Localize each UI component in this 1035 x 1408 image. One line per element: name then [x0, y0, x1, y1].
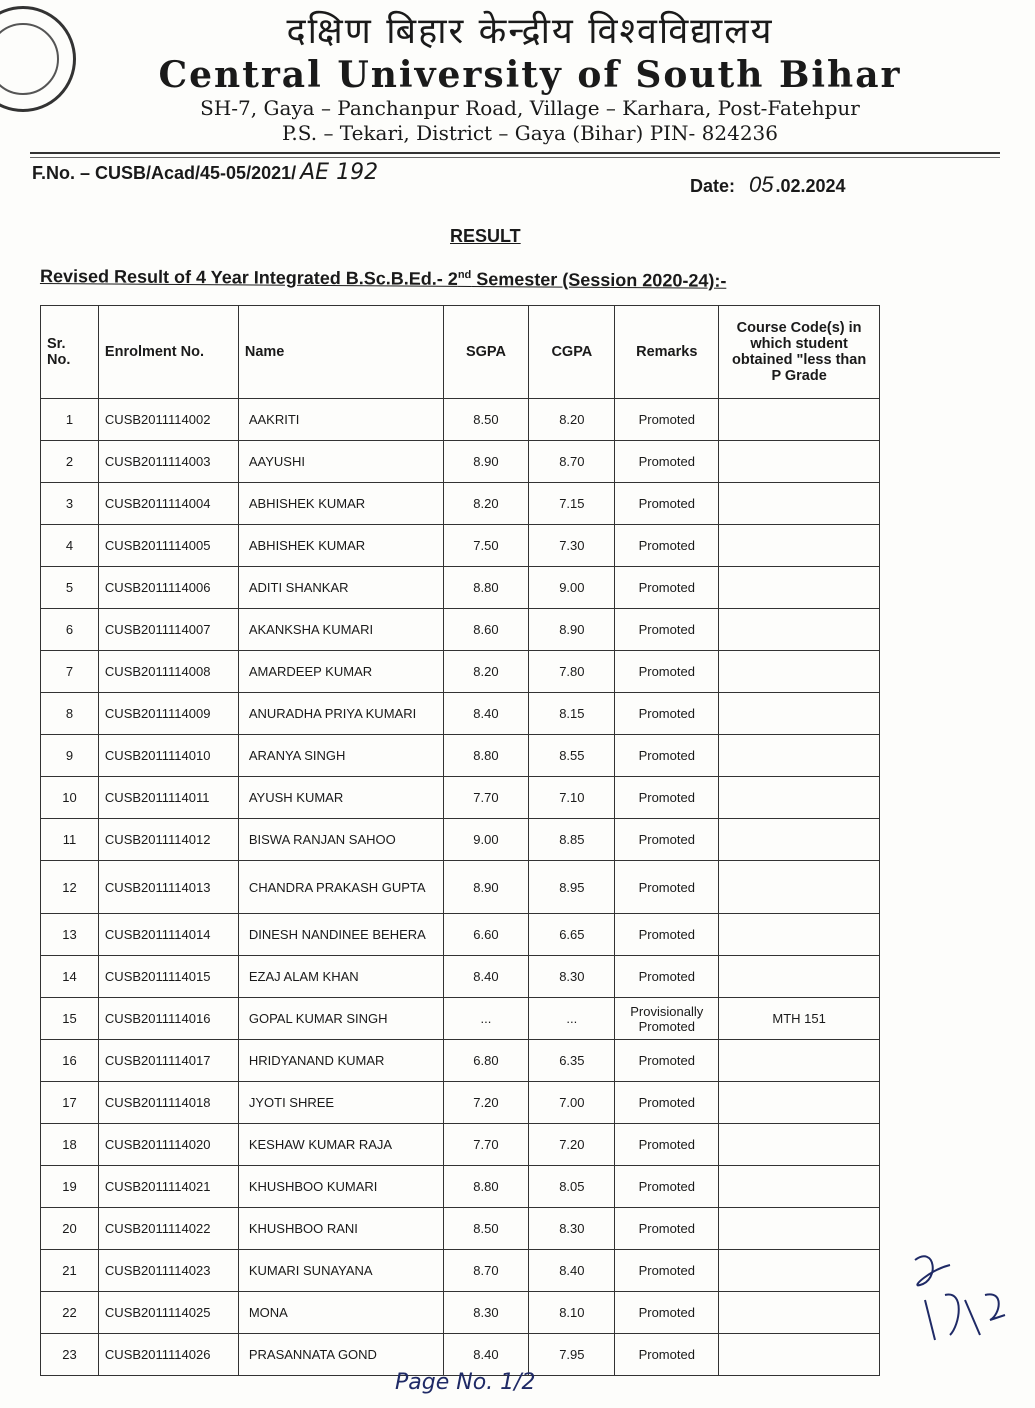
row-remarks: Promoted: [615, 956, 719, 998]
row-course-code: [719, 1040, 880, 1082]
row-cgpa: 7.15: [529, 483, 615, 525]
row-sr-no: 3: [41, 483, 99, 525]
address-line-1: SH-7, Gaya – Panchanpur Road, Village – Karhara, Post-Fatehpur: [200, 96, 860, 120]
row-course-code: [719, 914, 880, 956]
row-cgpa: 9.00: [529, 567, 615, 609]
row-remarks: Promoted: [615, 1292, 719, 1334]
row-cgpa: 8.10: [529, 1292, 615, 1334]
row-remarks: Promoted: [615, 399, 719, 441]
row-enrolment: CUSB2011114013: [98, 861, 238, 914]
row-sr-no: 14: [41, 956, 99, 998]
table-row: [41, 441, 880, 483]
row-sr-no: 13: [41, 914, 99, 956]
row-course-code: [719, 609, 880, 651]
row-cgpa: 7.95: [529, 1334, 615, 1376]
row-enrolment: CUSB2011114011: [98, 777, 238, 819]
issue-date: [690, 172, 846, 198]
row-enrolment: CUSB2011114004: [98, 483, 238, 525]
row-remarks: Promoted: [615, 651, 719, 693]
row-course-code: [719, 819, 880, 861]
row-cgpa: ...: [529, 998, 615, 1040]
row-remarks: Promoted: [615, 483, 719, 525]
row-cgpa: 7.20: [529, 1124, 615, 1166]
row-sr-no: 18: [41, 1124, 99, 1166]
row-sgpa: 8.40: [443, 956, 529, 998]
row-name: JYOTI SHREE: [238, 1082, 443, 1124]
row-cgpa: 8.40: [529, 1250, 615, 1292]
file-number-prefix: F.No. – CUSB/Acad/45-05/2021/: [32, 163, 297, 183]
row-sr-no: 4: [41, 525, 99, 567]
row-enrolment: CUSB2011114006: [98, 567, 238, 609]
row-sr-no: 22: [41, 1292, 99, 1334]
date-printed: .02.2024: [775, 176, 846, 196]
row-name: AMARDEEP KUMAR: [238, 651, 443, 693]
row-remarks: Promoted: [615, 1250, 719, 1292]
subtitle-pre: Revised Result of 4 Year Integrated B.Sc.B.Ed.- 2: [39, 266, 458, 289]
header-cgpa: CGPA: [529, 306, 615, 399]
row-name: HRIDYANAND KUMAR: [238, 1040, 443, 1082]
row-sgpa: 9.00: [443, 819, 529, 861]
subtitle-post: Semester (Session 2020-24):-: [471, 269, 727, 291]
row-cgpa: 8.30: [529, 956, 615, 998]
row-cgpa: 8.95: [529, 861, 615, 914]
row-name: AAYUSHI: [238, 441, 443, 483]
row-cgpa: 7.00: [529, 1082, 615, 1124]
table-row: [41, 1250, 880, 1292]
date-label: Date:: [690, 176, 736, 196]
row-remarks: Promoted: [615, 609, 719, 651]
row-name: PRASANNATA GOND: [238, 1334, 443, 1376]
row-course-code: [719, 1124, 880, 1166]
row-course-code: [719, 483, 880, 525]
row-name: GOPAL KUMAR SINGH: [238, 998, 443, 1040]
header-name: Name: [238, 306, 443, 399]
row-sgpa: 8.20: [443, 651, 529, 693]
row-enrolment: CUSB2011114008: [98, 651, 238, 693]
row-cgpa: 8.55: [529, 735, 615, 777]
row-remarks: Promoted: [615, 819, 719, 861]
row-remarks: Promoted: [615, 1334, 719, 1376]
row-remarks: Promoted: [615, 567, 719, 609]
row-enrolment: CUSB2011114010: [98, 735, 238, 777]
row-remarks: Promoted: [615, 1040, 719, 1082]
date-handwritten-day: 05: [749, 172, 774, 197]
row-course-code: [719, 956, 880, 998]
row-sgpa: 8.80: [443, 567, 529, 609]
result-title: RESULT: [450, 226, 521, 246]
result-table: [40, 305, 880, 1376]
table-row: [41, 1166, 880, 1208]
result-rows: [41, 399, 880, 1376]
row-enrolment: CUSB2011114018: [98, 1082, 238, 1124]
row-remarks: Promoted: [615, 914, 719, 956]
row-sr-no: 12: [41, 861, 99, 914]
row-sr-no: 8: [41, 693, 99, 735]
row-remarks: Promoted: [615, 441, 719, 483]
row-sgpa: 8.30: [443, 1292, 529, 1334]
row-enrolment: CUSB2011114002: [98, 399, 238, 441]
page-number-note: Page No. 1/2: [395, 1370, 536, 1395]
row-course-code: [719, 1292, 880, 1334]
header-sgpa: SGPA: [443, 306, 529, 399]
row-name: KHUSHBOO KUMARI: [238, 1166, 443, 1208]
row-name: DINESH NANDINEE BEHERA: [238, 914, 443, 956]
row-remarks: Promoted: [615, 1208, 719, 1250]
row-enrolment: CUSB2011114025: [98, 1292, 238, 1334]
row-remarks: Promoted: [615, 1082, 719, 1124]
row-enrolment: CUSB2011114014: [98, 914, 238, 956]
row-sr-no: 9: [41, 735, 99, 777]
row-sr-no: 15: [41, 998, 99, 1040]
row-name: AAKRITI: [238, 399, 443, 441]
row-enrolment: CUSB2011114017: [98, 1040, 238, 1082]
table-row: [41, 399, 880, 441]
table-row: [41, 525, 880, 567]
row-cgpa: 8.70: [529, 441, 615, 483]
row-sgpa: 8.90: [443, 861, 529, 914]
row-course-code: [719, 693, 880, 735]
row-cgpa: 6.65: [529, 914, 615, 956]
header-enrolment: Enrolment No.: [98, 306, 238, 399]
row-sgpa: 8.40: [443, 1334, 529, 1376]
signature-icon: [905, 1240, 1015, 1350]
file-number: [32, 160, 378, 185]
row-sr-no: 10: [41, 777, 99, 819]
row-sgpa: 8.80: [443, 1166, 529, 1208]
row-name: CHANDRA PRAKASH GUPTA: [238, 861, 443, 914]
row-name: ABHISHEK KUMAR: [238, 483, 443, 525]
row-sr-no: 16: [41, 1040, 99, 1082]
row-sgpa: ...: [443, 998, 529, 1040]
table-row: [41, 956, 880, 998]
row-sgpa: 8.20: [443, 483, 529, 525]
row-course-code: [719, 1334, 880, 1376]
table-row: [41, 693, 880, 735]
row-cgpa: 8.15: [529, 693, 615, 735]
row-remarks: Promoted: [615, 777, 719, 819]
row-sgpa: 8.40: [443, 693, 529, 735]
row-course-code: [719, 1082, 880, 1124]
row-name: AYUSH KUMAR: [238, 777, 443, 819]
row-course-code: [719, 1208, 880, 1250]
table-row: [41, 1082, 880, 1124]
row-enrolment: CUSB2011114021: [98, 1166, 238, 1208]
header-rule: [30, 152, 1000, 154]
table-row: [41, 1124, 880, 1166]
row-enrolment: CUSB2011114003: [98, 441, 238, 483]
row-sgpa: 8.70: [443, 1250, 529, 1292]
row-name: ADITI SHANKAR: [238, 567, 443, 609]
row-sr-no: 11: [41, 819, 99, 861]
row-course-code: MTH 151: [719, 998, 880, 1040]
subtitle-sup: nd: [457, 268, 472, 282]
table-row: [41, 998, 880, 1040]
row-name: KESHAW KUMAR RAJA: [238, 1124, 443, 1166]
row-cgpa: 8.90: [529, 609, 615, 651]
row-remarks: Promoted: [615, 735, 719, 777]
row-enrolment: CUSB2011114007: [98, 609, 238, 651]
row-name: ARANYA SINGH: [238, 735, 443, 777]
university-seal-icon: [0, 6, 76, 112]
row-course-code: [719, 777, 880, 819]
table-row: [41, 914, 880, 956]
row-enrolment: CUSB2011114020: [98, 1124, 238, 1166]
row-cgpa: 8.30: [529, 1208, 615, 1250]
letterhead: [110, 10, 950, 146]
row-name: KUMARI SUNAYANA: [238, 1250, 443, 1292]
row-name: MONA: [238, 1292, 443, 1334]
row-cgpa: 8.20: [529, 399, 615, 441]
row-sgpa: 8.60: [443, 609, 529, 651]
header-course-codes: Course Code(s) in which student obtained "less than P Grade: [719, 306, 880, 399]
row-sr-no: 17: [41, 1082, 99, 1124]
row-name: ABHISHEK KUMAR: [238, 525, 443, 567]
row-enrolment: CUSB2011114012: [98, 819, 238, 861]
row-sgpa: 8.80: [443, 735, 529, 777]
table-row: [41, 1208, 880, 1250]
header-remarks: Remarks: [615, 306, 719, 399]
result-subtitle: [40, 266, 727, 292]
header-rule-thin: [30, 157, 1000, 158]
row-sgpa: 6.80: [443, 1040, 529, 1082]
row-enrolment: CUSB2011114022: [98, 1208, 238, 1250]
table-row: [41, 567, 880, 609]
row-sr-no: 5: [41, 567, 99, 609]
row-sr-no: 7: [41, 651, 99, 693]
row-name: ANURADHA PRIYA KUMARI: [238, 693, 443, 735]
table-row: [41, 777, 880, 819]
row-sgpa: 7.70: [443, 777, 529, 819]
row-name: KHUSHBOO RANI: [238, 1208, 443, 1250]
table-row: [41, 483, 880, 525]
row-course-code: [719, 1250, 880, 1292]
row-enrolment: CUSB2011114026: [98, 1334, 238, 1376]
row-cgpa: 6.35: [529, 1040, 615, 1082]
row-cgpa: 7.30: [529, 525, 615, 567]
row-course-code: [719, 399, 880, 441]
table-row: [41, 609, 880, 651]
hindi-title: दक्षिण बिहार केन्द्रीय विश्वविद्यालय: [286, 11, 774, 52]
row-enrolment: CUSB2011114016: [98, 998, 238, 1040]
row-remarks: Promoted: [615, 861, 719, 914]
row-course-code: [719, 651, 880, 693]
table-row: [41, 651, 880, 693]
row-course-code: [719, 567, 880, 609]
table-row: [41, 735, 880, 777]
row-cgpa: 8.05: [529, 1166, 615, 1208]
row-sgpa: 6.60: [443, 914, 529, 956]
row-course-code: [719, 861, 880, 914]
row-sr-no: 1: [41, 399, 99, 441]
row-remarks: Promoted: [615, 693, 719, 735]
university-name: Central University of South Bihar: [158, 54, 902, 96]
row-cgpa: 7.10: [529, 777, 615, 819]
header-sr-no: Sr. No.: [41, 306, 99, 399]
row-sr-no: 21: [41, 1250, 99, 1292]
table-row: [41, 1292, 880, 1334]
table-row: [41, 1040, 880, 1082]
table-row: [41, 861, 880, 914]
row-name: AKANKSHA KUMARI: [238, 609, 443, 651]
row-name: EZAJ ALAM KHAN: [238, 956, 443, 998]
row-remarks: Provisionally Promoted: [615, 998, 719, 1040]
table-header-row: [41, 306, 880, 399]
row-enrolment: CUSB2011114015: [98, 956, 238, 998]
row-sgpa: 7.20: [443, 1082, 529, 1124]
table-row: [41, 819, 880, 861]
row-enrolment: CUSB2011114023: [98, 1250, 238, 1292]
row-sgpa: 8.50: [443, 399, 529, 441]
row-sgpa: 8.90: [443, 441, 529, 483]
row-sr-no: 23: [41, 1334, 99, 1376]
row-sgpa: 7.50: [443, 525, 529, 567]
row-sgpa: 8.50: [443, 1208, 529, 1250]
row-remarks: Promoted: [615, 1166, 719, 1208]
row-enrolment: CUSB2011114009: [98, 693, 238, 735]
row-sr-no: 19: [41, 1166, 99, 1208]
row-course-code: [719, 525, 880, 567]
row-sgpa: 7.70: [443, 1124, 529, 1166]
row-course-code: [719, 441, 880, 483]
row-cgpa: 7.80: [529, 651, 615, 693]
row-course-code: [719, 1166, 880, 1208]
row-name: BISWA RANJAN SAHOO: [238, 819, 443, 861]
file-number-handwritten: AE 192: [300, 160, 379, 185]
row-cgpa: 8.85: [529, 819, 615, 861]
address-line-2: P.S. – Tekari, District – Gaya (Bihar) PIN- 824236: [281, 121, 779, 145]
row-sr-no: 20: [41, 1208, 99, 1250]
row-course-code: [719, 735, 880, 777]
row-remarks: Promoted: [615, 1124, 719, 1166]
row-enrolment: CUSB2011114005: [98, 525, 238, 567]
row-sr-no: 2: [41, 441, 99, 483]
row-sr-no: 6: [41, 609, 99, 651]
row-remarks: Promoted: [615, 525, 719, 567]
